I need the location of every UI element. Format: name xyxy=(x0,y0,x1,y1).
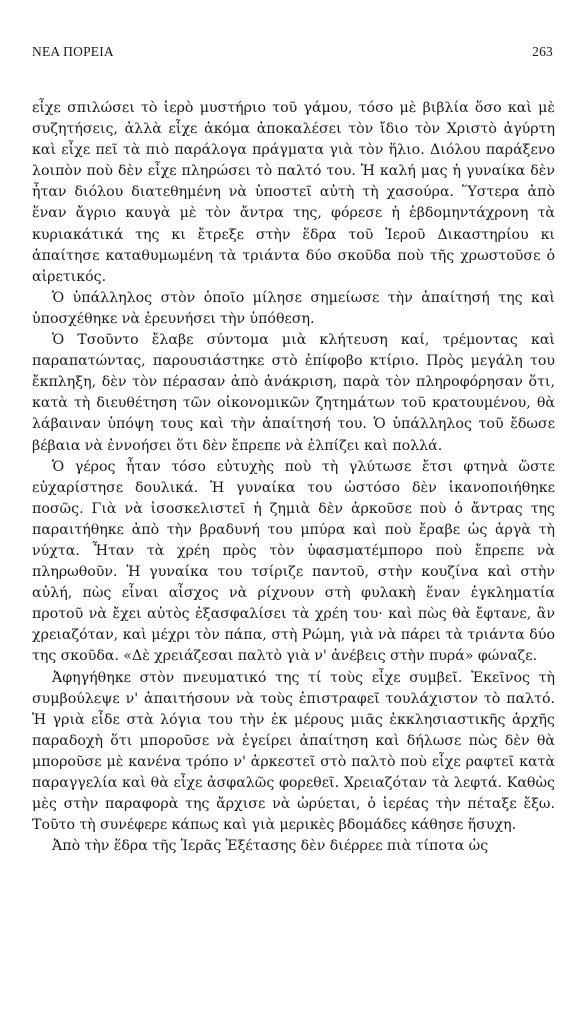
paragraph: Ὁ Τσοῦντο ἔλαβε σύντομα μιὰ κλήτευση καί, τρέμοντας καὶ παραπατώντας, παρουσιάστηκε στὸ ἐπίφοβο κτίριο. Πρὸς μεγάλη του ἔκπληξη, δὲν τὸν πέρασαν ἀπὸ ἀνάκριση, παρὰ τὸν πληροφόρησαν ὅτι, κατὰ τὴ διευθέτηση τῶν οἰκονομικῶν ζητημάτων τοῦ κρατουμένου, θὰ λάβαιναν ὑπόψη τους καὶ τὴν ἀπαίτησή του. Ὁ ὑπάλληλος τοῦ ἔδωσε βέβαια νὰ ἐννοήσει ὅτι δὲν ἔπρεπε νὰ ἐλπίζει καὶ πολλά. xyxy=(32,332,555,454)
paragraph: Ὁ γέρος ἦταν τόσο εὐτυχὴς ποὺ τὴ γλύτωσε ἔτσι φτηνὰ ὥστε εὐχαρίστησε δουλικά. Ἡ γυναίκα του ὡστόσο δὲν ἱκανοποιήθηκε ποσῶς. Γιὰ νὰ ἰσοσκελιστεῖ ἡ ζημιὰ δὲν ἀρκοῦσε ποὺ ὁ ἄντρας της παραιτήθηκε ἀπὸ τὴν βραδυνή του μπύρα καὶ ποὺ ἔραβε ὡς ἀργὰ τὴ νύχτα. Ἦταν τὰ χρέη πρὸς τὸν ὑφασματέμπορο ποὺ ἔπρεπε νὰ πληρωθοῦν. Ἡ γυναίκα του τσίριζε παντοῦ, στὴν κουζίνα καὶ στὴν αὐλή, πὼς εἶναι αἶσχος νὰ ρίχνουν στὴ φυλακὴ ἕναν ἐγκληματία προτοῦ νὰ ἔχει αὐτὸς ἐξασφαλίσει τὰ χρέη του· καὶ πὼς θὰ ἔφτανε, ἂν χρειαζόταν, καὶ μέχρι τὸν πάπα, στὴ Ρώμη, γιὰ νὰ πάρει τὰ τριάντα δύο της σκοῦδα. «Δὲ χρειάζεσαι παλτὸ γιὰ ν' ἀνέβεις στὴν πυρά» φώναζε. xyxy=(32,458,555,665)
page-header xyxy=(32,44,553,64)
body-text xyxy=(32,98,555,857)
paragraph: Ἀφηγήθηκε στὸν πνευματικό της τί τοὺς εἶχε συμβεῖ. Ἐκεῖνος τὴ συμβούλεψε ν' ἀπαιτήσουν νὰ τοὺς ἐπιστραφεῖ τουλάχιστον τὸ παλτό. Ἡ γριὰ εἶδε στὰ λόγια του τὴν ἐκ μέρους μιᾶς ἐκκλησιαστικῆς ἀρχῆς παραδοχὴ ὅτι μποροῦσε νὰ ἐγείρει ἀπαίτηση καὶ δήλωσε πὼς δὲν θὰ μποροῦσε μὲ κανένα τρόπο ν' ἀρκεστεῖ στὸ παλτὸ ποὺ εἶχε ραφτεῖ κατὰ παραγγελία καὶ θὰ εἶχε ἀσφαλῶς φορεθεῖ. Χρειαζόταν τὰ λεφτά. Καθὼς μὲς στὴν παραφορὰ της ἄρχισε νὰ ὠρύεται, ὁ ἱερέας τὴν πέταξε ἔξω. Τοῦτο τὴ συνέφερε κάπως καὶ γιὰ μερικὲς βδομάδες κάθησε ἥσυχη. xyxy=(32,669,555,834)
paragraph: εἶχε σπιλώσει τὸ ἱερὸ μυστήριο τοῦ γάμου, τόσο μὲ βιβλία ὅσο καὶ μὲ συζητήσεις, ἀλλὰ εἶχε ἀκόμα ἀποκαλέσει τὸν ἴδιο τὸν Χριστὸ ἀγύρτη καὶ εἶχε πεῖ τὰ πιὸ παράλογα πράγματα γιὰ τὸν ἥλιο. Διόλου παράξενο λοιπὸν ποὺ δὲν εἶχε πληρώσει τὸ παλτό του. Ἡ καλή μας ἡ γυναίκα δὲν ἦταν διόλου διατεθημένη νὰ ὑποστεῖ αὐτὴ τὴ χασούρα. Ὕστερα ἀπὸ ἕναν ἄγριο καυγὰ μὲ τὸν ἄντρα της, φόρεσε ἡ ἑβδομηντάχρονη τὰ κυριακάτικά της κι ἔτρεξε στὴν ἕδρα τοῦ Ἱεροῦ Δικαστηρίου κι ἀπαίτησε καταθυμωμένη τὰ τριάντα δύο σκοῦδα ποὺ τῆς χρωστοῦσε ὁ αἱρετικός. xyxy=(32,100,555,285)
paragraph: Ὁ ὑπάλληλος στὸν ὁποῖο μίλησε σημείωσε τὴν ἀπαίτησή της καὶ ὑποσχέθηκε νὰ ἐρευνήσει τὴν ὑπόθεση. xyxy=(32,289,555,327)
page-number: 263 xyxy=(532,44,553,59)
paragraph: Ἀπὸ τὴν ἕδρα τῆς Ἱερᾶς Ἐξέτασης δὲν διέρρεε πιὰ τίποτα ὡς xyxy=(52,838,489,855)
running-title: ΝΕΑ ΠΟΡΕΙΑ xyxy=(32,44,114,59)
